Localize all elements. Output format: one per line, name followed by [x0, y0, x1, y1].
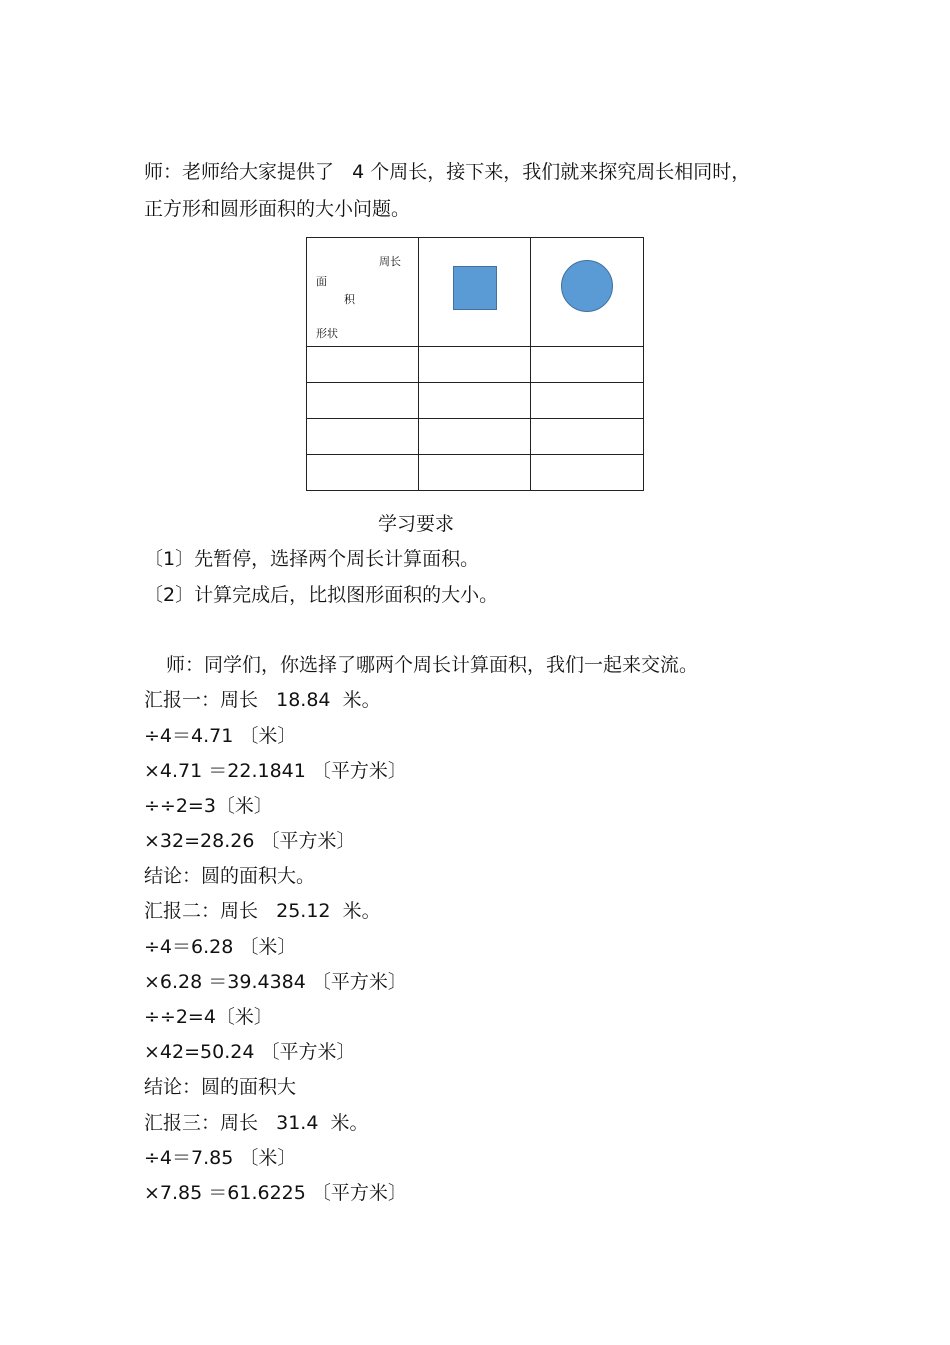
- report-1-line-2: ×4.71 ＝22.1841 〔平方米〕: [144, 760, 407, 782]
- report-2-line-4: ×42=50.24 〔平方米〕: [144, 1041, 356, 1063]
- table-cell: [419, 347, 531, 383]
- requirements-title: 学习要求: [378, 513, 455, 535]
- table-cell: [419, 419, 531, 455]
- circle-shape-icon: [561, 260, 613, 312]
- comparison-table: [306, 237, 644, 491]
- report-2-line-3: ÷÷2=4〔米〕: [144, 1006, 273, 1028]
- requirement-item-2: 〔2〕计算完成后，比拟图形面积的大小。: [144, 584, 499, 606]
- table-cell: [307, 347, 419, 383]
- table-cell: [531, 455, 644, 491]
- table-cell: [307, 383, 419, 419]
- report-3-title: 汇报三：周长 31.4 米。: [144, 1112, 369, 1134]
- table-cell: [307, 419, 419, 455]
- table-row: [307, 419, 644, 455]
- report-3-line-1: ÷4＝7.85 〔米〕: [144, 1147, 297, 1169]
- header-label-perimeter: 周长: [379, 255, 401, 268]
- table-header-row: [307, 238, 644, 347]
- report-2-line-2: ×6.28 ＝39.4384 〔平方米〕: [144, 971, 407, 993]
- table-row: [307, 347, 644, 383]
- requirement-item-1: 〔1〕先暂停，选择两个周长计算面积。: [144, 548, 480, 570]
- header-label-area-2: 积: [344, 293, 355, 306]
- report-2-title: 汇报二：周长 25.12 米。: [144, 900, 381, 922]
- report-1-line-4: ×32=28.26 〔平方米〕: [144, 830, 356, 852]
- report-1-title: 汇报一：周长 18.84 米。: [144, 689, 381, 711]
- intro-line-2: 正方形和圆形面积的大小问题。: [144, 198, 411, 220]
- report-3-line-2: ×7.85 ＝61.6225 〔平方米〕: [144, 1182, 407, 1204]
- table-row: [307, 455, 644, 491]
- table-row: [307, 383, 644, 419]
- table-cell: [531, 419, 644, 455]
- diagonal-header-cell: [307, 238, 419, 347]
- table-cell: [419, 383, 531, 419]
- header-label-shape: 形状: [316, 327, 338, 340]
- square-shape-icon: [453, 266, 497, 310]
- table-cell: [419, 455, 531, 491]
- intro-line-1: 师：老师给大家提供了 4 个周长，接下来，我们就来探究周长相同时，: [144, 161, 751, 183]
- header-label-area-1: 面: [316, 275, 327, 288]
- report-1-conclusion: 结论：圆的面积大。: [144, 865, 316, 887]
- table-cell: [531, 347, 644, 383]
- report-1-line-3: ÷÷2=3〔米〕: [144, 795, 273, 817]
- discussion-prompt: 师：同学们，你选择了哪两个周长计算面积，我们一起来交流。: [166, 654, 699, 676]
- circle-header-cell: [531, 238, 644, 347]
- square-header-cell: [419, 238, 531, 347]
- table-cell: [307, 455, 419, 491]
- report-2-line-1: ÷4＝6.28 〔米〕: [144, 936, 297, 958]
- report-2-conclusion: 结论：圆的面积大: [144, 1076, 297, 1098]
- table-cell: [531, 383, 644, 419]
- report-1-line-1: ÷4＝4.71 〔米〕: [144, 725, 297, 747]
